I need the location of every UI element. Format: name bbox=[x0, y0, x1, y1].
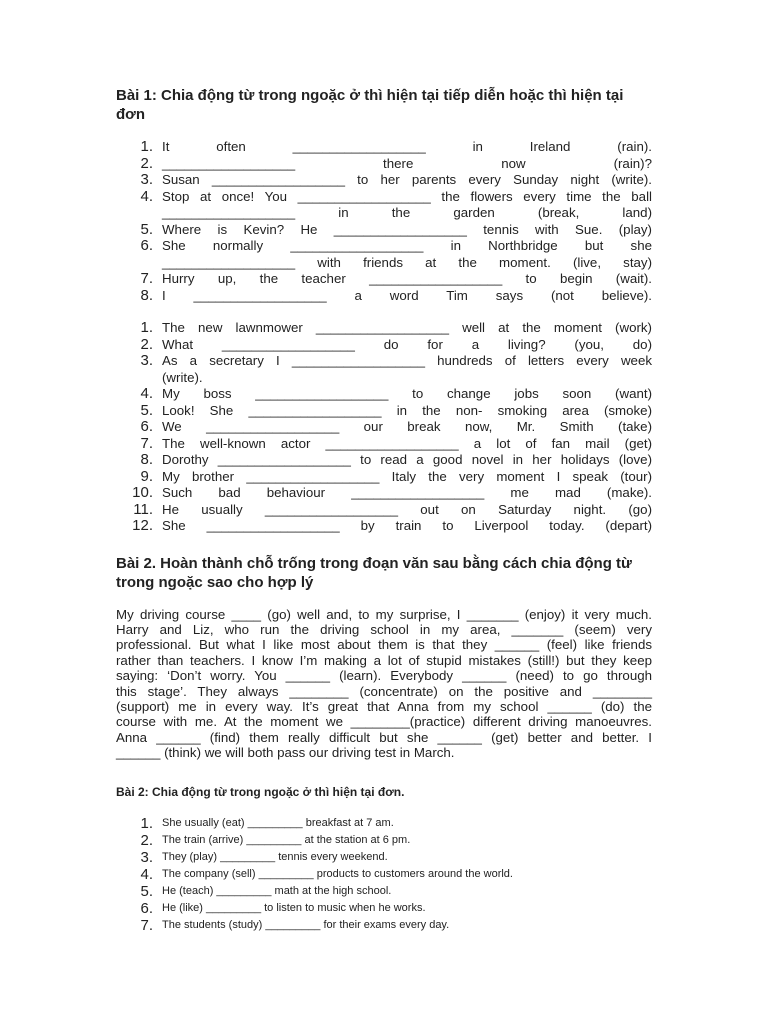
list-item bbox=[116, 832, 652, 849]
paragraph-line: this stage’. They always ________ (concentrate) on the positive and ________ bbox=[116, 683, 652, 699]
list-item bbox=[116, 271, 652, 288]
item-line: __________________ with friends at the moment. (live, stay) bbox=[162, 254, 652, 270]
item-number: 2. bbox=[140, 335, 153, 353]
list-item bbox=[116, 900, 652, 917]
item-line: He usually __________________ out on Saturday night. (go) bbox=[162, 501, 652, 517]
item-text bbox=[162, 271, 652, 288]
item-number: 2. bbox=[140, 154, 153, 172]
item-text bbox=[162, 222, 652, 239]
paragraph-line: Harry and Liz, who run the driving school in my area, _______ (seem) very bbox=[116, 621, 652, 637]
item-number: 7. bbox=[140, 270, 153, 287]
item-line: Dorothy __________________ to read a good novel in her holidays (love) bbox=[162, 452, 652, 467]
list-item bbox=[116, 485, 652, 502]
item-text bbox=[162, 419, 652, 436]
item-number: 4. bbox=[140, 187, 153, 205]
list-item bbox=[116, 238, 652, 271]
list-item bbox=[116, 815, 652, 832]
item-line: __________________ there now (rain)? bbox=[162, 155, 652, 171]
item-text bbox=[162, 139, 652, 156]
item-number: 3. bbox=[140, 848, 153, 866]
item-number: 8. bbox=[140, 286, 153, 304]
list-item bbox=[116, 436, 652, 453]
list-item bbox=[116, 222, 652, 239]
paragraph-line: professional. But what I like most about them is that they ______ (feel) like friends bbox=[116, 637, 652, 653]
item-text bbox=[162, 189, 652, 222]
list-item bbox=[116, 189, 652, 222]
item-number: 4. bbox=[140, 865, 153, 883]
item-number: 6. bbox=[140, 237, 153, 254]
item-text bbox=[162, 502, 652, 519]
exercise-3-title: Bài 2: Chia động từ trong ngoặc ở thì hiện tại đơn. bbox=[116, 784, 405, 799]
list-item bbox=[116, 452, 652, 469]
item-text: The company (sell) _________ products to customers around the world. bbox=[162, 867, 513, 880]
item-text bbox=[162, 469, 652, 486]
item-number: 1. bbox=[140, 814, 153, 832]
item-text bbox=[162, 436, 652, 453]
item-number: 2. bbox=[140, 831, 153, 849]
paragraph-line: course with me. At the moment we ________(practice) different driving manoeuvres. bbox=[116, 714, 652, 730]
item-line: (write). bbox=[162, 369, 203, 385]
list-item bbox=[116, 849, 652, 866]
item-text bbox=[162, 238, 652, 271]
exercise-3-list bbox=[116, 815, 652, 934]
item-number: 9. bbox=[140, 467, 153, 485]
list-item bbox=[116, 883, 652, 900]
item-line: She __________________ by train to Liverpool today. (depart) bbox=[162, 518, 652, 533]
list-item bbox=[116, 419, 652, 436]
item-number: 5. bbox=[140, 220, 153, 238]
item-line: Where is Kevin? He __________________ tennis with Sue. (play) bbox=[162, 221, 652, 237]
item-number: 3. bbox=[140, 352, 153, 369]
list-item bbox=[116, 320, 652, 337]
list-item bbox=[116, 518, 652, 535]
item-line: Susan __________________ to her parents every Sunday night (write). bbox=[162, 172, 652, 187]
item-text: He (teach) _________ math at the high school. bbox=[162, 884, 392, 897]
paragraph-line: saying: ‘Don’t worry. You ______ (learn). Everybody ______ (need) to go through bbox=[116, 668, 652, 684]
list-item bbox=[116, 337, 652, 354]
item-line: Such bad behaviour __________________ me mad (make). bbox=[162, 485, 652, 500]
list-item bbox=[116, 386, 652, 403]
paragraph-line: My driving course ____ (go) well and, to my surprise, I _______ (enjoy) it very much. bbox=[116, 606, 652, 622]
exercise-1-title: Bài 1: Chia động từ trong ngoặc ở thì hiện tại tiếp diễn hoặc thì hiện tại đơn bbox=[116, 87, 624, 123]
item-text bbox=[162, 403, 652, 420]
item-number: 6. bbox=[140, 418, 153, 435]
list-item bbox=[116, 403, 652, 420]
item-text: The train (arrive) _________ at the station at 6 pm. bbox=[162, 833, 411, 846]
item-number: 3. bbox=[140, 171, 153, 188]
item-line: What __________________ do for a living? (you, do) bbox=[162, 336, 652, 352]
exercise-2-title: Bài 2. Hoàn thành chỗ trống trong đoạn văn sau bằng cách chia động từ trong ngoặc sao cho hợp lý bbox=[116, 554, 632, 591]
item-text bbox=[162, 452, 652, 469]
list-item bbox=[116, 156, 652, 173]
item-number: 5. bbox=[140, 401, 153, 419]
item-number: 7. bbox=[140, 434, 153, 452]
worksheet-page bbox=[116, 86, 652, 934]
item-number: 5. bbox=[140, 882, 153, 900]
item-number: 1. bbox=[140, 138, 153, 155]
item-number: 7. bbox=[140, 916, 153, 934]
list-item bbox=[116, 917, 652, 934]
item-text bbox=[162, 518, 652, 535]
item-number: 12. bbox=[132, 517, 153, 534]
item-line: Look! She __________________ in the non- smoking area (smoke) bbox=[162, 402, 652, 418]
item-number: 4. bbox=[140, 385, 153, 402]
item-text bbox=[162, 288, 652, 305]
exercise-2-paragraph bbox=[116, 607, 652, 761]
list-item bbox=[116, 502, 652, 519]
item-line: Hurry up, the teacher __________________ to begin (wait). bbox=[162, 271, 652, 286]
item-line: My brother __________________ Italy the very moment I speak (tour) bbox=[162, 468, 652, 484]
list-item bbox=[116, 469, 652, 486]
list-item bbox=[116, 172, 652, 189]
item-text bbox=[162, 172, 652, 189]
item-line: She normally __________________ in Northbridge but she bbox=[162, 238, 652, 253]
paragraph-line: (support) me in every way. It’s great that Anna from my school ______ (do) the bbox=[116, 698, 652, 714]
item-number: 11. bbox=[133, 500, 153, 518]
item-line: We __________________ our break now, Mr. Smith (take) bbox=[162, 419, 652, 434]
item-line: It often __________________ in Ireland (rain). bbox=[162, 139, 652, 154]
item-line: I __________________ a word Tim says (not believe). bbox=[162, 287, 652, 303]
paragraph-line: ______ (think) we will both pass our driving test in March. bbox=[116, 745, 455, 761]
item-number: 10. bbox=[132, 484, 153, 501]
item-line: As a secretary I __________________ hundreds of letters every week bbox=[162, 353, 652, 368]
item-text bbox=[162, 320, 652, 337]
item-line: Stop at once! You __________________ the flowers every time the ball bbox=[162, 188, 652, 204]
item-text bbox=[162, 353, 652, 386]
item-line: The new lawnmower __________________ well at the moment (work) bbox=[162, 320, 652, 335]
item-text bbox=[162, 485, 652, 502]
item-text bbox=[162, 386, 652, 403]
item-text bbox=[162, 337, 652, 354]
item-number: 8. bbox=[140, 451, 153, 468]
item-number: 6. bbox=[140, 899, 153, 917]
item-text: He (like) _________ to listen to music when he works. bbox=[162, 901, 426, 914]
list-item bbox=[116, 353, 652, 386]
list-item bbox=[116, 288, 652, 305]
item-text: They (play) _________ tennis every weekend. bbox=[162, 850, 388, 863]
item-line: __________________ in the garden (break, land) bbox=[162, 205, 652, 220]
exercise-1-list-a bbox=[116, 139, 652, 304]
item-line: My boss __________________ to change jobs soon (want) bbox=[162, 386, 652, 401]
item-text: The students (study) _________ for their exams every day. bbox=[162, 918, 450, 931]
list-item bbox=[116, 139, 652, 156]
item-number: 1. bbox=[140, 319, 153, 336]
item-text bbox=[162, 156, 652, 173]
list-item bbox=[116, 866, 652, 883]
paragraph-line: rather than teachers. I know I’m making a lot of stupid mistakes (still!) but they keep bbox=[116, 652, 652, 668]
exercise-1-list-b bbox=[116, 320, 652, 535]
item-line: The well-known actor __________________ a lot of fan mail (get) bbox=[162, 435, 652, 451]
paragraph-line: Anna ______ (find) them really difficult but she ______ (get) better and better. I bbox=[116, 729, 652, 745]
item-text: She usually (eat) _________ breakfast at 7 am. bbox=[162, 816, 394, 829]
